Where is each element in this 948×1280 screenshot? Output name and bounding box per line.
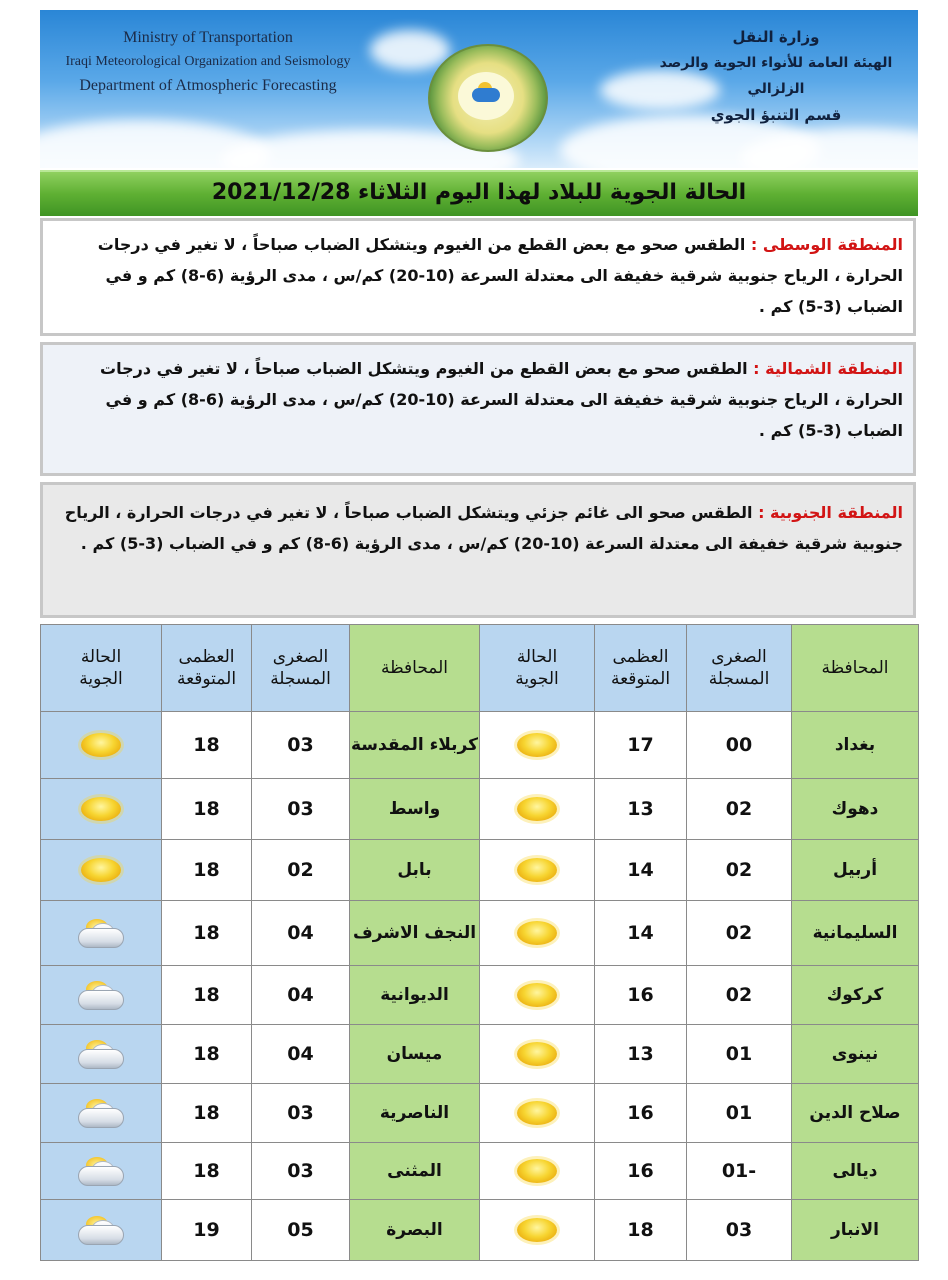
max-temp: 14: [595, 901, 687, 966]
partly-cloudy-icon: [78, 1215, 124, 1245]
province-name: واسط: [350, 779, 480, 840]
condition: [41, 1025, 162, 1084]
province-name: الناصرية: [350, 1084, 480, 1143]
province-name: بغداد: [792, 712, 919, 779]
max-temp: 19: [162, 1200, 252, 1261]
province-name: كركوك: [792, 966, 919, 1025]
region-name: المنطقة الجنوبية :: [758, 503, 903, 522]
table-row: [41, 901, 919, 966]
max-temp: 18: [162, 966, 252, 1025]
min-temp: 00: [687, 712, 792, 779]
min-temp: 02: [252, 840, 350, 901]
province-name: بابل: [350, 840, 480, 901]
condition: [480, 712, 595, 779]
region-north: [40, 342, 916, 476]
min-temp: 04: [252, 1025, 350, 1084]
min-temp: 02: [687, 966, 792, 1025]
min-temp: 02: [687, 901, 792, 966]
header-min: الصغرى المسجلة: [687, 625, 792, 712]
province-name: النجف الاشرف: [350, 901, 480, 966]
max-temp: 16: [595, 1084, 687, 1143]
sun-icon: [81, 733, 121, 757]
province-name: الانبار: [792, 1200, 919, 1261]
max-temp: 18: [162, 779, 252, 840]
province-name: ديالى: [792, 1143, 919, 1200]
condition: [41, 966, 162, 1025]
header-max: العظمى المتوقعة: [162, 625, 252, 712]
header-province: المحافظة: [350, 625, 480, 712]
min-temp: 01: [687, 1025, 792, 1084]
table-row: [41, 840, 919, 901]
forecast-table: [40, 624, 919, 1261]
sun-icon: [517, 858, 557, 882]
department-en: Department of Atmospheric Forecasting: [79, 77, 337, 94]
max-temp: 17: [595, 712, 687, 779]
sun-icon: [517, 1218, 557, 1242]
region-forecast: الطقس صحو الى غائم جزئي ويتشكل الضباب صباحاً ، لا تغير في درجات الحرارة ، الرياح جنوبية شرقية خفيفة الى معتدلة السرعة (10-20) كم/س ، مدى الرؤية (6-8) كم و في الضباب (3-5) كم .: [64, 503, 903, 553]
condition: [480, 1143, 595, 1200]
condition: [480, 1025, 595, 1084]
min-temp: -01: [687, 1143, 792, 1200]
partly-cloudy-icon: [78, 1039, 124, 1069]
condition: [41, 901, 162, 966]
condition: [480, 1200, 595, 1261]
condition: [41, 1143, 162, 1200]
header-english: [58, 26, 358, 98]
condition: [480, 901, 595, 966]
table-row: [41, 712, 919, 779]
condition: [41, 840, 162, 901]
header-condition: الحالة الجوية: [480, 625, 595, 712]
region-central: [40, 218, 916, 336]
min-temp: 03: [252, 1143, 350, 1200]
header-banner: [40, 10, 918, 168]
sun-icon: [517, 1042, 557, 1066]
sun-icon: [517, 797, 557, 821]
ministry-en: Ministry of Transportation: [123, 29, 293, 46]
region-south: [40, 482, 916, 618]
max-temp: 16: [595, 966, 687, 1025]
min-temp: 03: [252, 1084, 350, 1143]
sun-icon: [517, 983, 557, 1007]
province-name: نينوى: [792, 1025, 919, 1084]
max-temp: 18: [162, 1084, 252, 1143]
sun-icon: [517, 1159, 557, 1183]
province-name: صلاح الدين: [792, 1084, 919, 1143]
max-temp: 18: [162, 712, 252, 779]
max-temp: 16: [595, 1143, 687, 1200]
province-name: المثنى: [350, 1143, 480, 1200]
page-title: الحالة الجوية للبلاد لهذا اليوم الثلاثاء 2021/12/28: [211, 180, 747, 205]
min-temp: 03: [687, 1200, 792, 1261]
condition: [480, 966, 595, 1025]
max-temp: 14: [595, 840, 687, 901]
table-row: [41, 779, 919, 840]
region-forecast: الطقس صحو مع بعض القطع من الغيوم ويتشكل الضباب صباحاً ، لا تغير في درجات الحرارة ، الرياح جنوبية شرقية خفيفة الى معتدلة السرعة (10-20) كم/س ، مدى الرؤية (6-8) كم و في الضباب (3-5) كم .: [100, 359, 903, 440]
province-name: السليمانية: [792, 901, 919, 966]
partly-cloudy-icon: [78, 918, 124, 948]
condition: [41, 779, 162, 840]
province-name: البصرة: [350, 1200, 480, 1261]
min-temp: 03: [252, 712, 350, 779]
partly-cloudy-icon: [78, 1156, 124, 1186]
max-temp: 18: [162, 1143, 252, 1200]
condition: [480, 840, 595, 901]
condition: [480, 779, 595, 840]
province-name: الديوانية: [350, 966, 480, 1025]
organization-logo: [428, 44, 548, 152]
organization-ar: الهيئة العامة للأنواء الجوية والرصد الزلزالي: [659, 55, 893, 97]
sun-icon: [81, 858, 121, 882]
max-temp: 18: [162, 901, 252, 966]
title-bar: [40, 170, 918, 216]
header-arabic: [646, 24, 906, 128]
table-row: [41, 1200, 919, 1261]
min-temp: 03: [252, 779, 350, 840]
min-temp: 02: [687, 779, 792, 840]
header-condition: الحالة الجوية: [41, 625, 162, 712]
region-name: المنطقة الوسطى :: [750, 235, 903, 254]
sun-icon: [517, 1101, 557, 1125]
min-temp: 04: [252, 966, 350, 1025]
min-temp: 05: [252, 1200, 350, 1261]
sun-icon: [517, 921, 557, 945]
province-name: أربيل: [792, 840, 919, 901]
region-name: المنطقة الشمالية :: [753, 359, 903, 378]
header-max: العظمى المتوقعة: [595, 625, 687, 712]
condition: [480, 1084, 595, 1143]
table-row: [41, 1025, 919, 1084]
table-header-row: [41, 625, 919, 712]
max-temp: 18: [595, 1200, 687, 1261]
table-row: [41, 1084, 919, 1143]
max-temp: 18: [162, 1025, 252, 1084]
max-temp: 18: [162, 840, 252, 901]
department-ar: قسم التنبؤ الجوي: [710, 106, 842, 124]
header-min: الصغرى المسجلة: [252, 625, 350, 712]
condition: [41, 712, 162, 779]
max-temp: 13: [595, 779, 687, 840]
province-name: دهوك: [792, 779, 919, 840]
min-temp: 02: [687, 840, 792, 901]
organization-en: Iraqi Meteorological Organization and Seismology: [65, 54, 351, 69]
min-temp: 04: [252, 901, 350, 966]
condition: [41, 1084, 162, 1143]
partly-cloudy-icon: [78, 1098, 124, 1128]
region-forecast: الطقس صحو مع بعض القطع من الغيوم ويتشكل الضباب صباحاً ، لا تغير في درجات الحرارة ، الرياح جنوبية شرقية خفيفة الى معتدلة السرعة (10-20) كم/س ، مدى الرؤية (6-8) كم و في الضباب (3-5) كم .: [97, 235, 903, 316]
table-row: [41, 1143, 919, 1200]
min-temp: 01: [687, 1084, 792, 1143]
table-row: [41, 966, 919, 1025]
sun-icon: [517, 733, 557, 757]
province-name: ميسان: [350, 1025, 480, 1084]
ministry-ar: وزارة النقل: [732, 28, 820, 46]
header-province: المحافظة: [792, 625, 919, 712]
max-temp: 13: [595, 1025, 687, 1084]
sun-icon: [81, 797, 121, 821]
province-name: كربلاء المقدسة: [350, 712, 480, 779]
partly-cloudy-icon: [78, 980, 124, 1010]
condition: [41, 1200, 162, 1261]
